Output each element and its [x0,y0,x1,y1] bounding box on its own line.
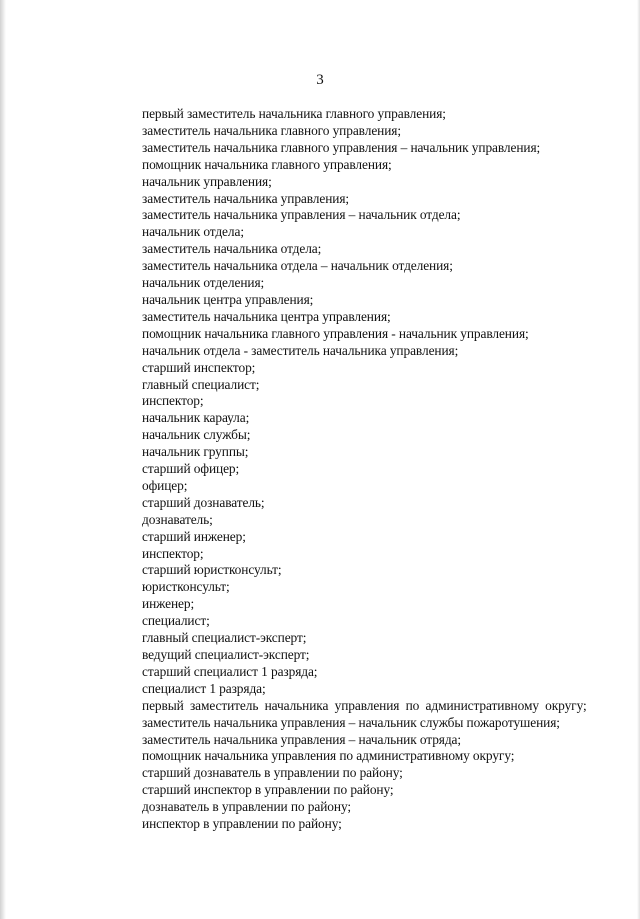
list-item: старший инспектор в управлении по району; [142,782,394,798]
page-number: 3 [316,72,324,88]
list-item: главный специалист-эксперт; [142,630,307,646]
list-item: заместитель начальника отдела – начальник отделения; [142,258,453,274]
list-item: инженер; [142,596,195,612]
list-item: заместитель начальника отдела; [142,241,322,257]
list-item: первый заместитель начальника главного управления; [142,106,446,121]
list-item: заместитель начальника управления; [142,190,350,206]
list-item: инспектор в управлении по району; [142,816,342,832]
list-item: старший дознаватель; [142,494,265,510]
list-item: начальник управления; [142,173,272,189]
list-item: ведущий специалист-эксперт; [142,647,310,662]
list-item: заместитель начальника главного управления; [142,122,401,138]
list-item: начальник отделения; [142,275,265,291]
list-item: дознаватель в управлении по району; [142,799,351,815]
list-item: заместитель начальника центра управления; [142,308,391,324]
position-list [101,106,589,833]
list-item: инспектор; [142,393,204,409]
list-item: начальник отдела - заместитель начальника управления; [142,342,459,358]
list-item: начальник службы; [142,427,251,443]
list-item: дознаватель; [142,511,213,527]
list-item: старший дознаватель в управлении по району; [142,765,403,781]
list-item: офицер; [142,477,188,493]
list-item: начальник центра управления; [142,291,314,307]
list-item: заместитель начальника главного управления – начальник управления; [142,139,541,155]
list-item: заместитель начальника управления – начальник отдела; [142,207,461,223]
list-item: старший юристконсульт; [142,562,282,578]
list-item: начальник группы; [142,444,249,460]
list-item: старший инженер; [142,528,246,544]
list-item: старший офицер; [142,461,240,477]
list-item: инспектор; [142,545,204,561]
list-item: помощник начальника главного управления - начальник управления; [142,325,529,341]
list-item: специалист 1 разряда; [142,680,266,696]
list-item: первый заместитель начальника управления по административному округу; [142,697,587,713]
list-item: помощник начальника управления по административному округу; [142,748,515,764]
list-item: заместитель начальника управления – начальник отряда; [142,731,462,747]
list-item: юристконсульт; [142,579,230,595]
list-item: начальник отдела; [142,224,244,240]
list-item: заместитель начальника управления – начальник службы пожаротушения; [142,714,560,730]
list-item: специалист; [142,613,210,629]
list-item: главный специалист; [142,376,260,392]
list-item: старший инспектор; [142,359,256,375]
list-item: старший специалист 1 разряда; [142,663,318,679]
list-item: помощник начальника главного управления; [142,156,392,172]
list-item: начальник караула; [142,410,250,426]
